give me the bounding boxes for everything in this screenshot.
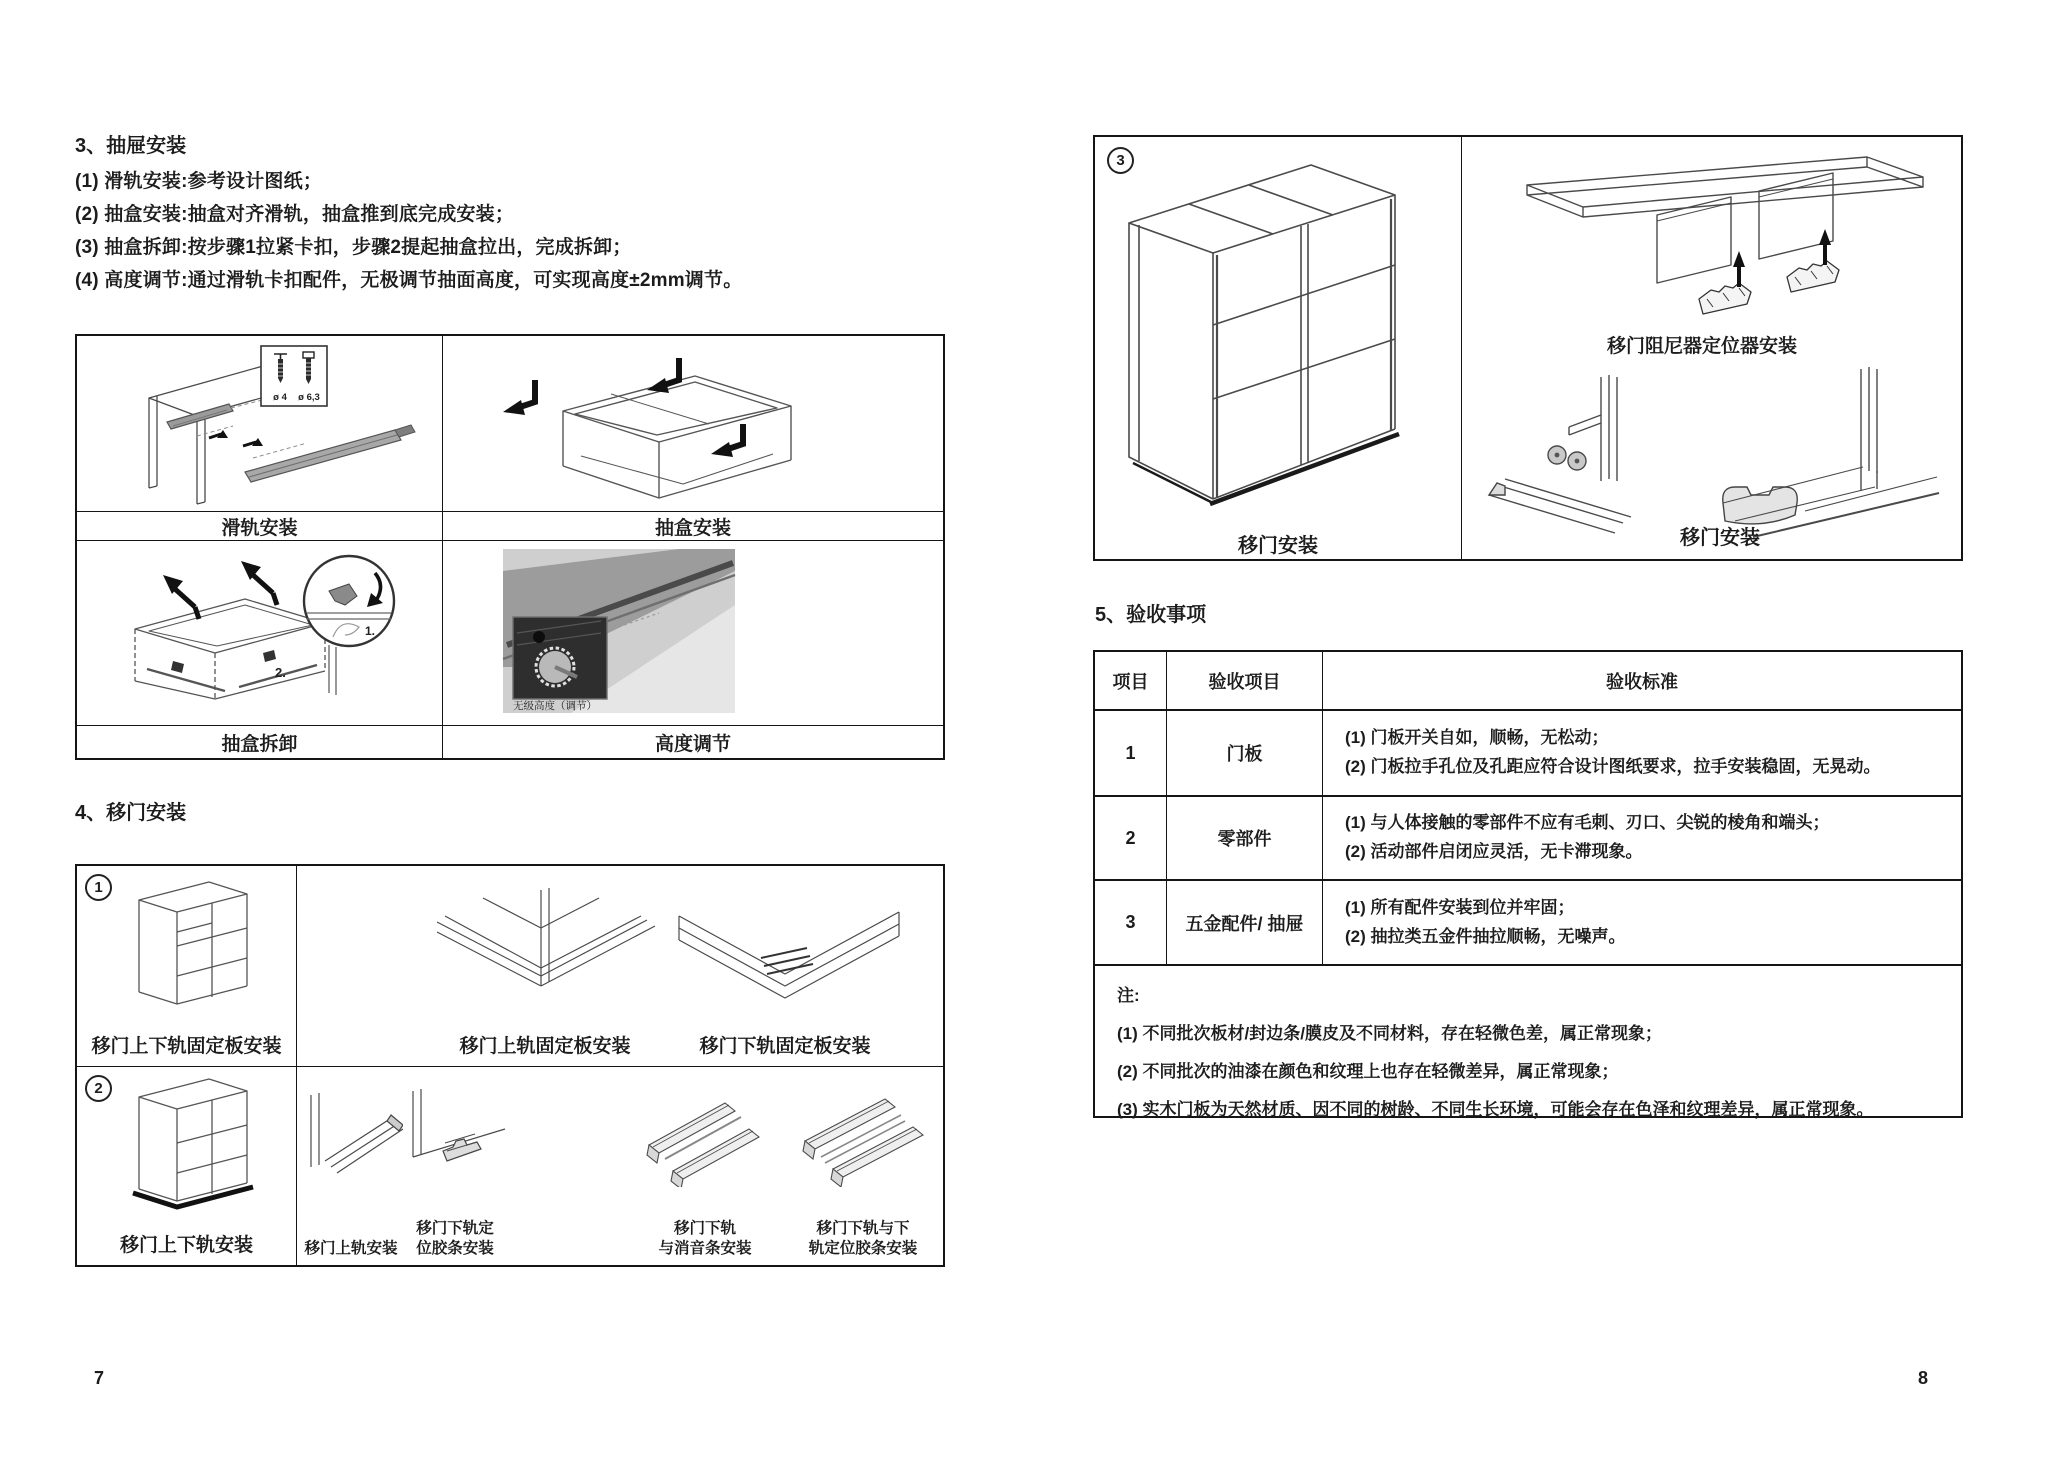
row3-criteria — [1323, 879, 1961, 964]
wardrobe-frame-diagram — [77, 870, 297, 1030]
sub-label: 移门下轨固定板安装 — [699, 1036, 871, 1057]
header-criteria: 验收标准 — [1606, 671, 1678, 692]
drawer-box-install-cell — [443, 336, 943, 511]
damper-positioner-diagram — [1507, 149, 1937, 327]
sliding-door-figure-box — [1093, 135, 1963, 561]
section3-item-3: (3) 抽盒拆卸:按步骤1拉紧卡扣，步骤2提起抽盒拉出，完成拆卸； — [75, 237, 632, 258]
upper-rail-fixing-sub — [425, 866, 665, 1066]
note-line: (2) 不同批次的油漆在颜色和纹理上也存在轻微差异，属正常现象； — [1117, 1062, 1619, 1081]
section4-title: 4、移门安装 — [75, 802, 187, 824]
upper-rail-fixing-diagram — [425, 874, 665, 1024]
sliding-door-table — [75, 864, 945, 1267]
section5-title: 5、验收事项 — [1095, 604, 1207, 626]
table1-label-drawer-removal — [77, 725, 443, 758]
lower-rail-strip2-diagram — [793, 1075, 933, 1187]
label-line: 移门上轨安装 — [304, 1239, 398, 1257]
sub-label — [379, 1219, 531, 1259]
label-line: 移门下轨定 — [416, 1219, 494, 1237]
label-text: 滑轨安装 — [221, 517, 298, 539]
lower-rail-fixing-sub — [665, 866, 905, 1066]
table1-label-slide-rail — [77, 511, 443, 541]
criteria-line: (2) 活动部件启闭应灵活，无卡滞现象。 — [1345, 842, 1643, 861]
label-text: 高度调节 — [654, 733, 731, 755]
label-line: 移门下轨与下 — [816, 1219, 910, 1237]
note-line: (1) 不同批次板材/封边条/膜皮及不同材料，存在轻微色差，属正常现象； — [1117, 1024, 1662, 1043]
screw-detail-box — [261, 346, 327, 406]
header-item: 验收项目 — [1167, 652, 1323, 709]
drawer-removal-diagram — [77, 541, 443, 725]
note-line: (3) 实木门板为天然材质、因不同的树龄、不同生长环境，可能会存在色泽和纹理差异，属正常现象。 — [1117, 1100, 1874, 1119]
acceptance-table — [1093, 650, 1963, 1118]
slide-rail-install-cell — [77, 336, 443, 511]
row2-item: 零部件 — [1167, 795, 1323, 879]
section3-item-2: (2) 抽盒安装:抽盒对齐滑轨，抽盒推到底完成安装； — [75, 204, 515, 225]
header-item-no: 项目 — [1095, 652, 1167, 709]
row2-criteria — [1323, 795, 1961, 879]
lower-rail-strip-sub — [399, 1067, 511, 1265]
lower-rail-strip-diagram — [399, 1077, 511, 1187]
clip-detail-circle — [304, 556, 394, 646]
badge-number: 3 — [1116, 152, 1125, 169]
drawer-install-table — [75, 334, 945, 760]
figure-divider — [1461, 137, 1462, 559]
badge-number: 1 — [94, 879, 103, 896]
rail-install-subcells-row2 — [297, 1067, 943, 1265]
door-rail-install-cell — [77, 1067, 297, 1265]
criteria-line: (1) 所有配件安装到位并牢固； — [1345, 897, 1575, 917]
criteria-line: (2) 抽拉类五金件抽拉顺畅，无噪声。 — [1345, 926, 1626, 946]
door-rail-fixing-board-cell — [77, 866, 297, 1067]
photo-caption: 无级高度（调节） — [513, 700, 597, 712]
criteria-line: (2) 门板拉手孔位及孔距应符合设计图纸要求，拉手安装稳固，无晃动。 — [1345, 757, 1881, 776]
drawer-box-diagram — [443, 336, 943, 511]
screw-size-2: ø 6,3 — [298, 392, 320, 403]
gear-inset — [513, 617, 607, 699]
section3-item-1: (1) 滑轨安装:参考设计图纸； — [75, 171, 323, 192]
notes-title: 注: — [1117, 986, 1140, 1005]
row3-no: 3 — [1095, 879, 1167, 964]
screw-size-1: ø 4 — [273, 392, 287, 403]
drawer-removal-cell — [77, 541, 443, 725]
table1-label-drawer-box — [443, 511, 943, 541]
table1-label-height-adjust — [443, 725, 943, 758]
damper-positioner-label: 移门阻尼器定位器安装 — [1606, 336, 1797, 357]
label-line: 与消音条安装 — [658, 1239, 752, 1257]
wardrobe-doors-diagram — [1113, 147, 1447, 525]
door-roller-diagram — [1473, 369, 1685, 541]
label-text: 抽盒安装 — [654, 517, 731, 539]
cell-label: 移门上下轨安装 — [119, 1235, 253, 1256]
lower-rail-silencer-diagram — [639, 1075, 769, 1187]
cell-label: 移门上下轨固定板安装 — [91, 1036, 282, 1057]
door-install-label: 移门安装 — [1680, 527, 1760, 549]
step-2-label: 2. — [275, 665, 286, 680]
acceptance-notes — [1095, 964, 1961, 1119]
page-number-left: 7 — [94, 1368, 105, 1388]
bottom-rail-profile-diagram — [1693, 363, 1945, 545]
upper-rail-install-diagram — [299, 1077, 403, 1187]
criteria-line: (1) 门板开关自如，顺畅，无松动； — [1345, 728, 1609, 748]
criteria-line: (1) 与人体接触的零部件不应有毛刺、刃口、尖锐的棱角和端头； — [1345, 813, 1830, 833]
height-adjust-cell — [443, 541, 943, 725]
sub-label: 移门上轨固定板安装 — [459, 1036, 631, 1057]
label-line: 轨定位胶条安装 — [808, 1239, 918, 1257]
slide-rail-diagram — [77, 336, 443, 511]
label-line: 位胶条安装 — [416, 1239, 494, 1257]
section3-item-4: (4) 高度调节:通过滑轨卡扣配件，无极调节抽面高度，可实现高度±2mm调节。 — [75, 270, 743, 291]
badge-number: 2 — [94, 1080, 103, 1097]
page-number-right: 8 — [1918, 1368, 1929, 1388]
sub-label — [769, 1219, 957, 1259]
row3-item: 五金配件/ 抽屉 — [1167, 879, 1323, 964]
wardrobe-frame-rail-diagram — [77, 1071, 297, 1231]
lower-rail-strip2-sub — [789, 1067, 937, 1265]
label-text: 抽盒拆卸 — [221, 733, 298, 755]
row2-no: 2 — [1095, 795, 1167, 879]
sub-label — [615, 1219, 795, 1259]
rail-fixing-subcells-row1 — [297, 866, 943, 1067]
height-adjust-photo — [443, 541, 943, 725]
section3-title: 3、抽屉安装 — [75, 135, 187, 157]
label-line: 移门下轨 — [673, 1219, 736, 1237]
lower-rail-silencer-sub — [635, 1067, 775, 1265]
lower-rail-fixing-diagram — [665, 874, 905, 1024]
step-1-label: 1. — [365, 624, 376, 638]
row1-item: 门板 — [1167, 709, 1323, 795]
wardrobe-label: 移门安装 — [1238, 535, 1318, 557]
row1-criteria — [1323, 709, 1961, 795]
row1-no: 1 — [1095, 709, 1167, 795]
